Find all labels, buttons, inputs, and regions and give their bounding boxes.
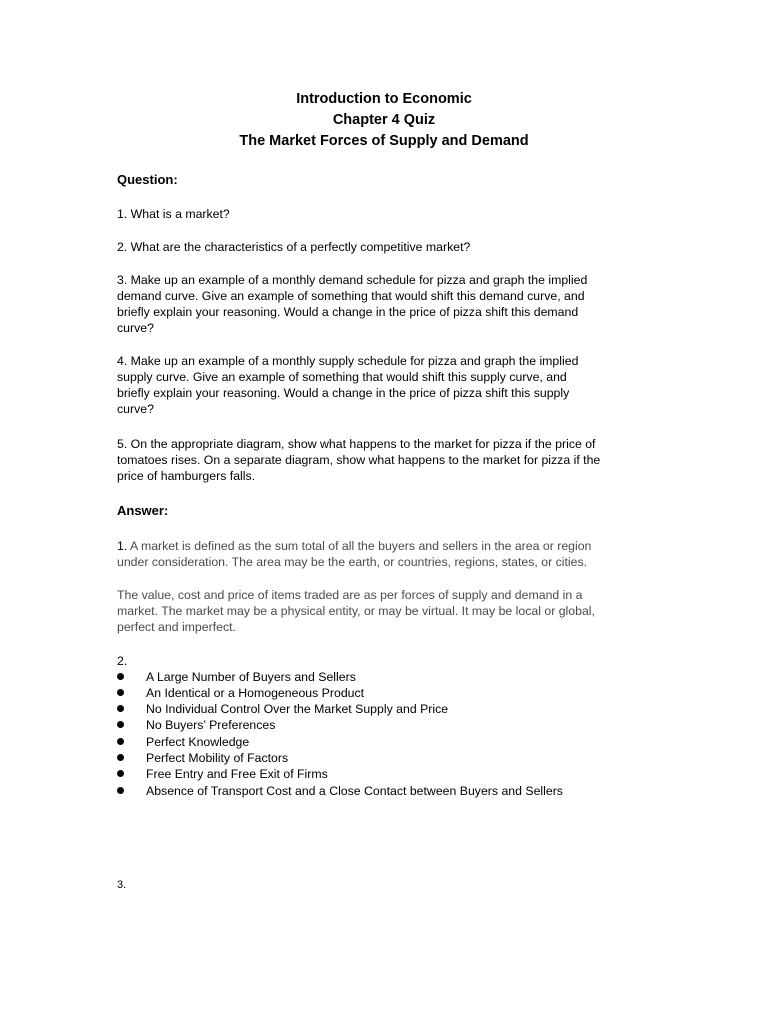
- answer-1-number: 1.: [117, 539, 128, 553]
- answer-1-line: [117, 538, 591, 555]
- list-item: Perfect Mobility of Factors: [146, 751, 289, 765]
- question-4-line: curve?: [117, 402, 154, 416]
- question-3-line: curve?: [117, 321, 154, 335]
- question-5-line: tomatoes rises. On a separate diagram, show what happens to the market for pizza if the: [117, 453, 601, 467]
- bullet-icon: [117, 721, 124, 728]
- list-item: No Buyers’ Preferences: [146, 718, 276, 732]
- bullet-icon: [117, 754, 124, 761]
- answer-1-paragraph-line: market. The market may be a physical entity, or may be virtual. It may be local or global,: [117, 604, 595, 618]
- answer-1-line: under consideration. The area may be the earth, or countries, regions, states, or cities.: [117, 555, 588, 569]
- bullet-icon: [117, 787, 124, 794]
- list-item: Absence of Transport Cost and a Close Contact between Buyers and Sellers: [146, 784, 563, 798]
- question-4-line: 4. Make up an example of a monthly supply schedule for pizza and graph the implied: [117, 354, 579, 368]
- question-2: 2. What are the characteristics of a perfectly competitive market?: [117, 240, 471, 254]
- question-1: 1. What is a market?: [117, 207, 230, 221]
- question-5-line: price of hamburgers falls.: [117, 469, 256, 483]
- answer-1-text: A market is defined as the sum total of all the buyers and sellers in the area or region: [130, 539, 592, 553]
- answer-1-paragraph-line: perfect and imperfect.: [117, 620, 236, 634]
- answer-2-number: 2.: [117, 654, 128, 668]
- question-4-line: briefly explain your reasoning. Would a change in the price of pizza shift this supply: [117, 386, 570, 400]
- bullet-icon: [117, 689, 124, 696]
- answer-3-number: 3.: [117, 879, 127, 891]
- question-4-line: supply curve. Give an example of something that would shift this supply curve, and: [117, 370, 567, 384]
- question-heading: Question:: [117, 172, 178, 187]
- list-item: Free Entry and Free Exit of Firms: [146, 767, 328, 781]
- list-item: Perfect Knowledge: [146, 735, 250, 749]
- question-5-line: 5. On the appropriate diagram, show what happens to the market for pizza if the price of: [117, 437, 596, 451]
- answer-1-paragraph-line: The value, cost and price of items traded are as per forces of supply and demand in a: [117, 588, 583, 602]
- bullet-icon: [117, 673, 124, 680]
- list-item: A Large Number of Buyers and Sellers: [146, 670, 356, 684]
- question-3-line: briefly explain your reasoning. Would a change in the price of pizza shift this demand: [117, 305, 579, 319]
- question-3-line: 3. Make up an example of a monthly demand schedule for pizza and graph the implied: [117, 273, 588, 287]
- question-3-line: demand curve. Give an example of something that would shift this demand curve, and: [117, 289, 585, 303]
- list-item: No Individual Control Over the Market Supply and Price: [146, 702, 449, 716]
- bullet-icon: [117, 738, 124, 745]
- bullet-icon: [117, 705, 124, 712]
- answer-heading: Answer:: [117, 503, 169, 518]
- document-subtitle: The Market Forces of Supply and Demand: [239, 133, 529, 149]
- document-title: Introduction to Economic: [296, 91, 472, 107]
- bullet-icon: [117, 770, 124, 777]
- list-item: An Identical or a Homogeneous Product: [146, 686, 365, 700]
- chapter-title: Chapter 4 Quiz: [332, 112, 436, 128]
